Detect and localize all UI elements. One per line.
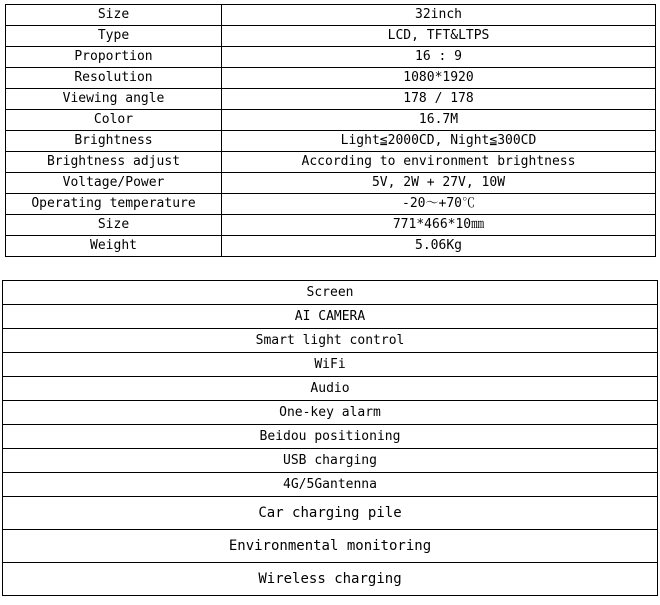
table-row: [3, 563, 658, 596]
spec-label: Color: [6, 110, 222, 131]
feature-item: WiFi: [3, 353, 658, 377]
spec-value: 32inch: [222, 5, 656, 26]
feature-item: AI CAMERA: [3, 305, 658, 329]
feature-item: Screen: [3, 281, 658, 305]
spec-label: Resolution: [6, 68, 222, 89]
spec-value: 178 / 178: [222, 89, 656, 110]
table-row: [6, 5, 656, 26]
spec-label: Operating temperature: [6, 194, 222, 215]
table-row: [3, 530, 658, 563]
feature-item: Audio: [3, 377, 658, 401]
spec-label: Size: [6, 5, 222, 26]
feature-item: Wireless charging: [3, 563, 658, 596]
table-row: [6, 47, 656, 68]
table-row: [3, 401, 658, 425]
table-row: [3, 281, 658, 305]
spec-value: Light≦2000CD, Night≦300CD: [222, 131, 656, 152]
spec-label: Weight: [6, 236, 222, 257]
feature-table: [2, 280, 658, 596]
spec-label: Voltage/Power: [6, 173, 222, 194]
table-row: [6, 194, 656, 215]
spec-value: 16 : 9: [222, 47, 656, 68]
spec-value: 1080*1920: [222, 68, 656, 89]
spec-value: 771*466*10㎜: [222, 215, 656, 236]
spec-label: Brightness: [6, 131, 222, 152]
feature-item: Beidou positioning: [3, 425, 658, 449]
feature-item: Environmental monitoring: [3, 530, 658, 563]
table-row: [6, 68, 656, 89]
table-row: [3, 305, 658, 329]
table-row: [6, 26, 656, 47]
feature-item: Car charging pile: [3, 497, 658, 530]
feature-item: One-key alarm: [3, 401, 658, 425]
table-row: [3, 425, 658, 449]
spec-label: Brightness adjust: [6, 152, 222, 173]
table-row: [3, 473, 658, 497]
spec-label: Viewing angle: [6, 89, 222, 110]
table-row: [3, 497, 658, 530]
table-row: [3, 329, 658, 353]
spec-label: Type: [6, 26, 222, 47]
specification-table: [5, 4, 656, 257]
feature-item: 4G/5Gantenna: [3, 473, 658, 497]
table-row: [6, 152, 656, 173]
spec-label: Size: [6, 215, 222, 236]
table-row: [6, 131, 656, 152]
feature-item: USB charging: [3, 449, 658, 473]
table-row: [6, 236, 656, 257]
spec-value: 5V, 2W + 27V, 10W: [222, 173, 656, 194]
table-row: [3, 353, 658, 377]
table-row: [3, 449, 658, 473]
feature-item: Smart light control: [3, 329, 658, 353]
spec-value: LCD, TFT&LTPS: [222, 26, 656, 47]
table-row: [3, 377, 658, 401]
spec-value: 16.7M: [222, 110, 656, 131]
table-row: [6, 89, 656, 110]
spec-label: Proportion: [6, 47, 222, 68]
table-row: [6, 173, 656, 194]
spec-value: According to environment brightness: [222, 152, 656, 173]
table-row: [6, 215, 656, 236]
spec-value: -20～+70℃: [222, 194, 656, 215]
table-row: [6, 110, 656, 131]
spec-value: 5.06Kg: [222, 236, 656, 257]
